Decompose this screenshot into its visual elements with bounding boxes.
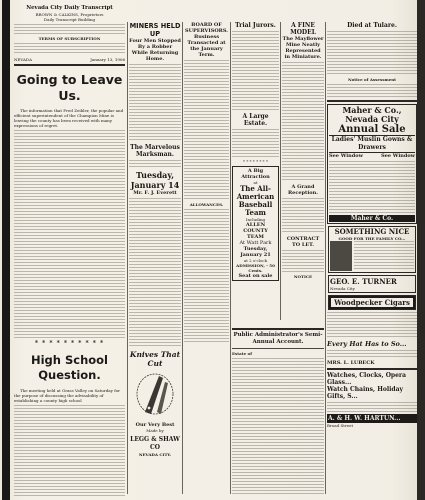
ad-turner: GEO. E. TURNER [330, 277, 397, 286]
column-3 [184, 22, 229, 496]
ad-allen-county: ALLEN COUNTY TEAM [243, 222, 268, 240]
ad-muslin-gowns: Ladies' Muslin Gowns & Drawers [329, 135, 415, 153]
headline-fine-model: A FINE MODEL [290, 22, 316, 36]
ad-annual-sale: Annual Sale [338, 124, 406, 135]
headline-going-to-leave: Going to Leave Us. [16, 72, 123, 103]
masthead-location: NEVADA [14, 57, 33, 62]
column-rule [230, 22, 231, 494]
column-6 [327, 22, 417, 496]
knife-illustration [129, 368, 181, 418]
something-nice-ad [328, 226, 416, 273]
left-binding-edge [2, 0, 10, 500]
deck-miners: Four Men Stopped By a Robber While Returning Home. [129, 38, 181, 62]
ad-see-window-left: See Window [329, 153, 363, 159]
headline-died-tulare: Died at Tulare. [347, 22, 397, 29]
column-2 [129, 22, 181, 496]
article-divider: * * * * * * * * * * [34, 340, 105, 347]
jar-illustration [330, 241, 352, 271]
ad-venue: At Watt Park [239, 240, 272, 246]
ad-at: at [253, 180, 258, 185]
cigars-ad [328, 295, 416, 310]
column-rule [127, 22, 128, 494]
ad-something-sub: GOOD FOR THE FAMILY CO... [338, 236, 406, 241]
article-leaving-lead: The information that Fred Zeibler, the popular and efficient superintendent of the Champion Mine is leaving the county has been received with many expressions of regret. [14, 108, 124, 128]
estate-label: Estate of [232, 351, 252, 356]
deck-supervisors: Business Transacted at the January Term. [187, 34, 226, 58]
ad-made-by: Made by [146, 428, 164, 433]
event-byline: Mr. F. J. Everett [133, 190, 177, 196]
ad-hartung-sub: Broad Street [327, 423, 354, 428]
subhead-allowances: ALLOWANCES. [189, 202, 224, 207]
right-binding-edge [417, 0, 425, 500]
ad-turner-sub: Nevada City [330, 286, 355, 291]
ad-hartung: A. & H. W. HARTUN... [327, 414, 417, 423]
headline-administrator: Public Administrator's Semi-Annual Account. [233, 332, 323, 345]
ad-maher-footer: Maher & Co. [329, 215, 415, 222]
ad-time: at 2 o'clock [243, 258, 268, 263]
ad-allamerican: The All-American Baseball Team [236, 184, 275, 217]
headline-reception: A Grand Reception. [288, 184, 318, 196]
ad-every-hat: Every Hat Has to So... [327, 340, 407, 348]
ad-see-window-right: See Window [381, 153, 415, 159]
headline-miners-held-up: MINERS HELD UP [129, 22, 181, 38]
masthead-terms: TERMS OF SUBSCRIPTION [38, 36, 101, 41]
administrator-account [232, 326, 324, 496]
masthead-date: January 13, 1906 [90, 57, 125, 62]
column-divider: * * * * * * * * [243, 159, 268, 164]
masthead-office: Daily Transcript Building [43, 17, 96, 22]
column-rule [280, 22, 281, 320]
ad-nevada-city: NEVADA CITY. [138, 452, 172, 457]
headline-supervisors: BOARD OF SUPERVISORS. [184, 22, 229, 34]
headline-high-school: High School Question. [30, 353, 109, 382]
ad-maher-title: Maher & Co., Nevada City [342, 105, 402, 124]
ad-stamp: Our Very Best [135, 422, 175, 428]
ad-lubeck: MRS. L. LUBECK [327, 360, 375, 366]
ad-woodpecker: Woodpecker Cigars [331, 298, 413, 307]
turner-ad [328, 275, 416, 293]
column-rule [182, 22, 183, 494]
ad-watches-2: Watch Chains, Holiday Gifts, S... [327, 386, 404, 400]
ad-date: Tuesday, January 21 [240, 246, 271, 258]
headline-knives: Knives That Cut [129, 350, 181, 368]
headline-assessment: Notice of Assessment [347, 77, 397, 82]
ad-big-attraction: A Big Attraction [241, 168, 270, 180]
masthead-publishers: BROWN & CALKINS, Proprietors [35, 12, 104, 17]
headline-trial-jurors: Trial Jurors. [235, 22, 276, 29]
ad-seat-sale: Seat on sale [238, 273, 273, 279]
deck-fine-model: The Mayflower Mine Neatly Represented in Miniature. [282, 36, 324, 60]
maher-ad [327, 104, 417, 224]
headline-large-estate: A Large Estate. [242, 113, 269, 127]
event-date: Tuesday, January 14 [130, 170, 180, 190]
column-1 [14, 5, 125, 496]
ad-watches-1: Watches, Clocks, Opera Glass... [327, 372, 406, 386]
ad-something-nice: SOMETHING NICE [334, 227, 410, 236]
notice-label: NOTICE [293, 274, 313, 279]
ad-including: Including [245, 217, 266, 222]
masthead-title: Nevada City Daily Transcript [26, 5, 113, 11]
column-rule [325, 22, 326, 494]
ad-admission: ADMISSION, - 50 Cents. [236, 263, 275, 273]
article-high-school-lead: The meeting held at Grass Valley on Saturday for the purpose of discussing the advisability of establishing a county high school [14, 388, 121, 403]
ad-legg-shaw: LEGG & SHAW CO [130, 436, 180, 451]
baseball-ad [232, 166, 279, 281]
headline-marvelous-marksman: The Marvelous Marksman. [130, 144, 180, 158]
notice-contract: CONTRACT TO LET. [286, 236, 320, 248]
